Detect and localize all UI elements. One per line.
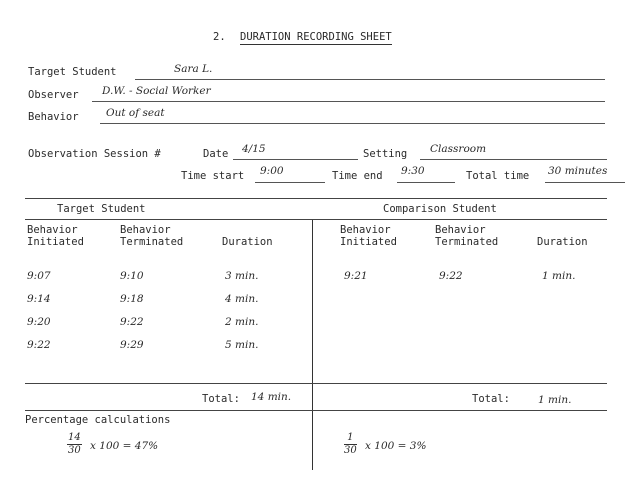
left-initiated-header-2: Initiated xyxy=(27,236,84,248)
totals-bottom-rule xyxy=(25,410,607,411)
right-terminated-header-2: Terminated xyxy=(435,236,499,248)
target-row-4-duration: 5 min. xyxy=(225,339,259,351)
target-student-value: Sara L. xyxy=(174,63,213,75)
behavior-label: Behavior xyxy=(28,111,79,123)
setting-label: Setting xyxy=(363,148,408,160)
setting-value: Classroom xyxy=(430,143,487,155)
target-row-3-start: 9:20 xyxy=(27,316,51,328)
comparison-fraction xyxy=(344,433,357,456)
target-row-1-start: 9:07 xyxy=(27,270,51,282)
target-student-underline xyxy=(135,79,605,80)
date-label: Date xyxy=(203,148,229,160)
table-center-divider xyxy=(312,220,313,470)
target-row-4-start: 9:22 xyxy=(27,339,51,351)
table-top-rule xyxy=(25,198,607,199)
sheet-title: DURATION RECORDING SHEET xyxy=(240,31,392,43)
total-time-underline xyxy=(545,182,625,183)
target-student-header: Target Student xyxy=(57,203,146,215)
time-end-value: 9:30 xyxy=(401,165,425,177)
session-label: Observation Session # xyxy=(28,148,161,160)
left-terminated-header-1: Behavior xyxy=(120,224,171,236)
time-end-underline xyxy=(397,182,455,183)
target-percentage-result: x 100 = 47% xyxy=(90,440,159,452)
target-fraction-denominator: 30 xyxy=(68,445,81,456)
comparison-row-1-duration: 1 min. xyxy=(542,270,576,282)
time-start-label: Time start xyxy=(181,170,245,182)
comparison-fraction-numerator: 1 xyxy=(344,433,357,445)
left-terminated-header-2: Terminated xyxy=(120,236,184,248)
comparison-row-1-end: 9:22 xyxy=(439,270,463,282)
target-fraction-numerator: 14 xyxy=(68,432,81,443)
observer-underline xyxy=(92,101,605,102)
target-row-3-end: 9:22 xyxy=(120,316,144,328)
comparison-student-header: Comparison Student xyxy=(383,203,497,215)
right-initiated-header-1: Behavior xyxy=(340,224,391,236)
target-row-2-end: 9:18 xyxy=(120,293,144,305)
time-end-label: Time end xyxy=(332,170,383,182)
total-time-value: 30 minutes xyxy=(548,165,608,177)
behavior-value: Out of seat xyxy=(106,107,165,119)
left-initiated-header-1: Behavior xyxy=(27,224,78,236)
left-duration-header: Duration xyxy=(222,236,273,248)
comparison-total-value: 1 min. xyxy=(538,394,572,406)
comparison-percentage-result: x 100 = 3% xyxy=(365,440,427,452)
target-row-4-end: 9:29 xyxy=(120,339,144,351)
comparison-fraction-denominator: 30 xyxy=(344,445,357,456)
time-start-value: 9:00 xyxy=(260,165,284,177)
date-underline xyxy=(233,159,358,160)
right-initiated-header-2: Initiated xyxy=(340,236,397,248)
time-start-underline xyxy=(255,182,325,183)
target-total-label: Total: xyxy=(202,393,240,405)
target-row-3-duration: 2 min. xyxy=(225,316,259,328)
target-student-label: Target Student xyxy=(28,66,117,78)
target-fraction xyxy=(67,433,82,456)
sheet-number: 2. xyxy=(213,31,226,43)
date-value: 4/15 xyxy=(242,143,266,155)
target-row-1-duration: 3 min. xyxy=(225,270,259,282)
behavior-underline xyxy=(100,123,605,124)
comparison-row-1-start: 9:21 xyxy=(344,270,368,282)
totals-rule xyxy=(25,383,607,384)
target-row-2-duration: 4 min. xyxy=(225,293,259,305)
comparison-total-label: Total: xyxy=(472,393,510,405)
right-terminated-header-1: Behavior xyxy=(435,224,486,236)
right-duration-header: Duration xyxy=(537,236,588,248)
percentage-label: Percentage calculations xyxy=(25,414,171,426)
setting-underline xyxy=(420,159,607,160)
observer-value: D.W. - Social Worker xyxy=(102,85,211,97)
total-time-label: Total time xyxy=(466,170,530,182)
target-total-value: 14 min. xyxy=(251,391,292,403)
target-row-1-end: 9:10 xyxy=(120,270,144,282)
target-row-2-start: 9:14 xyxy=(27,293,51,305)
observer-label: Observer xyxy=(28,89,79,101)
table-header-rule xyxy=(25,219,607,220)
